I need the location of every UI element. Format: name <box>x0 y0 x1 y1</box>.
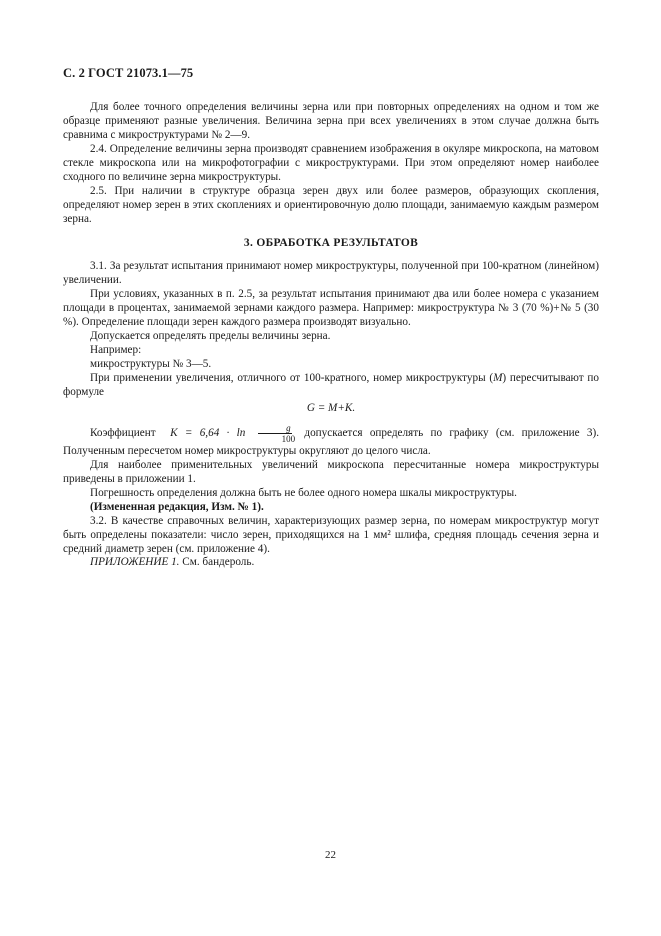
paragraph-coefficient <box>63 423 599 458</box>
formula: G = M+K. <box>306 402 356 414</box>
appendix-note <box>63 555 599 569</box>
paragraph-2-4: 2.4. Определение величины зерна производят сравнением изображения в окуляре микроскопа, на матовом стекле микроскопа или на микрофотографии с микроструктурами. При этом определяют номер наиболее сходного по величине зерна микроструктуры. <box>63 143 599 183</box>
fraction-numerator: g <box>258 423 292 434</box>
coefficient-fraction <box>255 423 296 444</box>
section-3-body <box>63 259 599 556</box>
coefficient-label: Коэффициент <box>90 427 156 440</box>
paragraph-3-2: 3.2. В качестве справочных величин, характеризующих размер зерна, по номерам микроструктур могут быть определены показатели: число зерен, приходящихся на 1 мм² шлифа, средняя площадь сечения зерна и средний диаметр зерен (см. приложение 4). <box>63 515 599 555</box>
paragraph-edit-note: (Измененная редакция, Изм. № 1). <box>90 501 264 513</box>
section-3-heading: 3. ОБРАБОТКА РЕЗУЛЬТАТОВ <box>243 237 419 249</box>
paragraph-magnifications: Для более точного определения величины зерна или при повторных определениях на одном и том же образце применяют разные увеличения. Величина зерна при всех увеличениях в этом случае должна быть сравнима с микроструктурами № 2—9. <box>63 101 599 141</box>
paragraph-example: Например: <box>90 344 142 356</box>
page-header: С. 2 ГОСТ 21073.1—75 <box>63 66 194 80</box>
paragraph-2-5: 2.5. При наличии в структуре образца зерен двух или более размеров, образующих скопления, определяют номер зерен в этих скоплениях и ориентировочную долю площади, занимаемую каждым размером зерна. <box>63 185 599 225</box>
paragraph-conditions: При условиях, указанных в п. 2.5, за результат испытания принимают два или более номера с указанием площади в процентах, занимаемой зернами каждого размера. Например: микроструктура № 3 (70 %)+№ 5 (30 %). Определение площади зерен каждого размера производят визуально. <box>63 288 599 328</box>
appendix-text: См. бандероль. <box>182 556 255 568</box>
paragraph-allow-limits: Допускается определять пределы величины зерна. <box>90 330 331 342</box>
paragraph-appendix-ref: Для наиболее применительных увеличений микроскопа пересчитанные номера микроструктуры приведены в приложении 1. <box>63 459 599 485</box>
section-2-continuation <box>63 100 599 226</box>
fraction-denominator: 100 <box>281 434 296 444</box>
coefficient-expression: K = 6,64 · ln <box>170 427 246 440</box>
paragraph-error: Погрешность определения должна быть не более одного номера шкалы микроструктуры. <box>90 487 517 499</box>
paragraph-3-1: 3.1. За результат испытания принимают номер микроструктуры, полученной при 100-кратном (линейном) увеличении. <box>63 260 599 286</box>
page-number: 22 <box>325 849 336 861</box>
paragraph-magnification: При применении увеличения, отличного от 100-кратного, номер микроструктуры (M) пересчитывают по формуле <box>63 372 599 398</box>
paragraph-microstructures: микроструктуры № 3—5. <box>90 358 212 370</box>
appendix-label: ПРИЛОЖЕНИЕ 1. <box>90 556 180 568</box>
coefficient-rest: допускается определять по графику (см. приложение 3). Полученным пересчетом номер микроструктуры округляют до целого числа. <box>63 427 600 457</box>
